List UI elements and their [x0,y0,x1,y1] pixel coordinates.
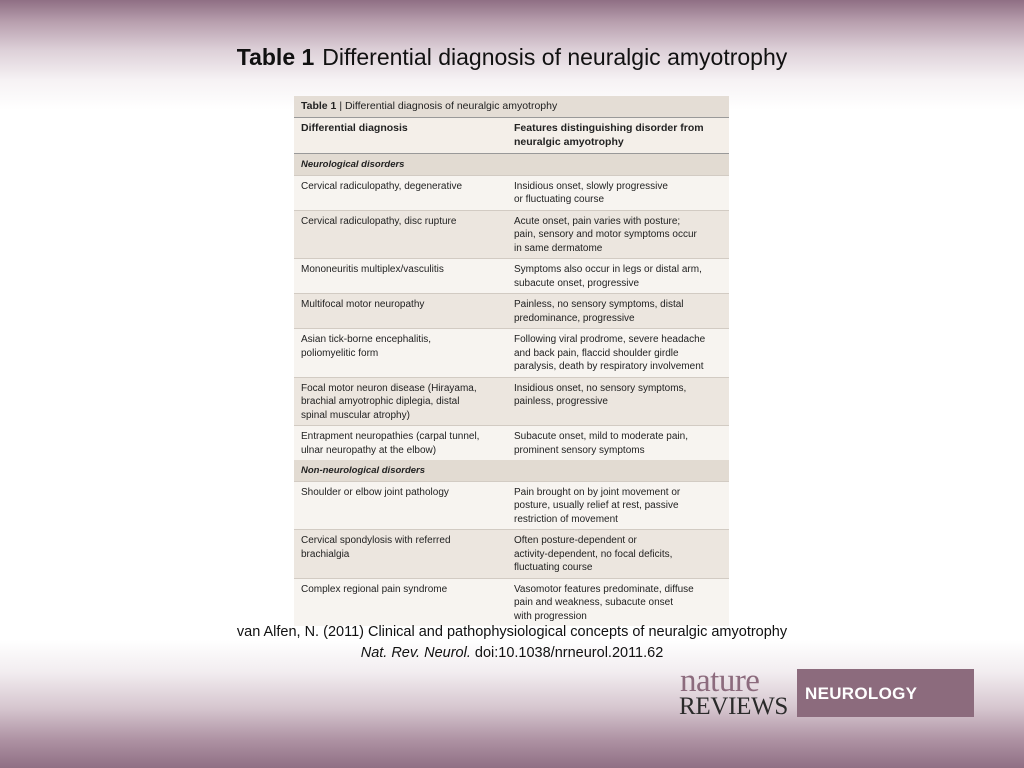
cell-line: fluctuating course [514,562,593,573]
cell-line: Following viral prodrome, severe headache [514,334,706,345]
features-cell [507,530,729,579]
diagnosis-cell [294,294,507,329]
diagnosis-cell [294,481,507,530]
logo-band [797,669,974,717]
cell-line: Mononeuritis multiplex/vasculitis [301,264,444,275]
cell-line: in same dermatome [514,242,603,254]
slide-title-label: Table 1 [236,44,315,70]
table-row [294,175,729,210]
diagnosis-table [294,96,729,622]
cell-line: activity-dependent, no focal deficits, [514,548,673,560]
cell-line: pain, sensory and motor symptoms occur [514,229,697,240]
table-row [294,210,729,259]
cell-line: poliomyelitic form [301,347,379,359]
cell-line: Often posture-dependent or [514,535,637,546]
cell-line: Acute onset, pain varies with posture; [514,215,681,227]
citation-doi: doi:10.1038/nrneurol.2011.62 [474,645,664,661]
cell-line: Painless, no sensory symptoms, distal [514,299,684,310]
logo-reviews-text: REVIEWS [679,693,788,720]
slide-title [0,44,1024,71]
table-caption-label: Table 1 [301,100,337,112]
citation-line-2 [0,643,1024,664]
cell-line: predominance, progressive [514,312,635,324]
table-body [294,154,729,627]
header-line: Features distinguishing disorder from [514,122,704,134]
cell-line: posture, usually relief at rest, passive [514,500,679,511]
features-cell [507,481,729,530]
section-heading: Neurological disorders [294,154,729,176]
citation-line-1: van Alfen, N. (2011) Clinical and pathophysiological concepts of neuralgic amyotrophy [236,624,788,640]
cell-line: restriction of movement [514,513,618,525]
table-row [294,481,729,530]
cell-line: Shoulder or elbow joint pathology [301,486,449,498]
diagnosis-cell [294,210,507,259]
table-row [294,377,729,426]
table-row [294,530,729,579]
table-row [294,329,729,378]
cell-line: Cervical radiculopathy, disc rupture [301,215,457,227]
cell-line: painless, progressive [514,396,608,407]
header-line: neuralgic amyotrophy [514,135,624,148]
cell-line: with progression [514,610,587,622]
citation-journal: Nat. Rev. Neurol. [360,645,471,661]
section-heading-row [294,460,729,481]
header-distinguishing-features [507,118,729,154]
cell-line: ulnar neuropathy at the elbow) [301,444,437,456]
cell-line: Subacute onset, mild to moderate pain, [514,431,688,442]
cell-line: paralysis, death by respiratory involvement [514,361,704,372]
section-heading: Non-neurological disorders [294,460,729,481]
cell-line: subacute onset, progressive [514,277,640,289]
features-cell [507,175,729,210]
cell-line: pain and weakness, subacute onset [514,597,673,608]
features-cell [507,294,729,329]
cell-line: Symptoms also occur in legs or distal arm, [514,264,702,275]
nature-reviews-neurology-logo [678,663,974,720]
table-caption-text: | Differential diagnosis of neuralgic amyotrophy [339,100,558,112]
table-row [294,426,729,461]
table-header-row [294,118,729,154]
diagnosis-cell [294,175,507,210]
cell-line: Multifocal motor neuropathy [301,299,425,310]
logo-neurology-text: NEUROLOGY [805,684,918,703]
cell-line: Cervical radiculopathy, degenerative [301,180,463,192]
cell-line: spinal muscular atrophy) [301,409,410,421]
features-cell [507,377,729,426]
cell-line: Insidious onset, slowly progressive [514,180,668,192]
cell-line: Insidious onset, no sensory symptoms, [514,382,687,394]
cell-line: prominent sensory symptoms [514,444,645,456]
cell-line: Cervical spondylosis with referred [301,535,451,546]
header-differential-diagnosis: Differential diagnosis [294,118,507,154]
table-row [294,259,729,294]
diagnosis-cell [294,530,507,579]
cell-line: and back pain, flaccid shoulder girdle [514,347,679,359]
features-cell [507,329,729,378]
cell-line: brachialgia [301,548,350,560]
features-cell [507,259,729,294]
cell-line: Vasomotor features predominate, diffuse [514,583,694,595]
cell-line: Complex regional pain syndrome [301,583,448,595]
logo-nature-text: nature [680,663,760,699]
cell-line: Entrapment neuropathies (carpal tunnel, [301,431,480,442]
citation [0,622,1024,664]
cell-line: or fluctuating course [514,194,605,205]
table-row [294,294,729,329]
features-cell [507,210,729,259]
diagnosis-cell [294,259,507,294]
cell-line: Asian tick-borne encephalitis, [301,334,432,345]
diagnosis-cell [294,377,507,426]
cell-line: brachial amyotrophic diplegia, distal [301,396,460,407]
diagnosis-cell [294,426,507,461]
table-row [294,578,729,626]
table-caption [294,96,729,117]
slide-title-text: Differential diagnosis of neuralgic amyotrophy [322,44,788,70]
section-heading-row [294,154,729,176]
diagnosis-cell [294,329,507,378]
cell-line: Focal motor neuron disease (Hirayama, [301,382,477,394]
diagnosis-cell [294,578,507,626]
table-grid [294,117,729,626]
cell-line: Pain brought on by joint movement or [514,486,681,498]
features-cell [507,578,729,626]
features-cell [507,426,729,461]
